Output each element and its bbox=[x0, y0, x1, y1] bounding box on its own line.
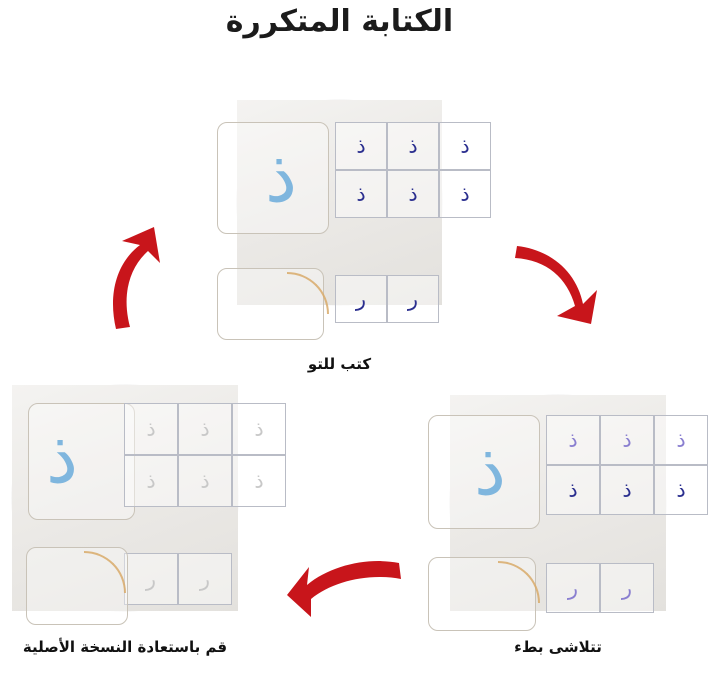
step-left-cell-4: ذ bbox=[124, 455, 178, 507]
step-top-cell-1: ذ bbox=[335, 122, 387, 170]
step-top-caption: كتب للتو bbox=[307, 355, 372, 373]
step-left-cellrow-2 bbox=[124, 455, 286, 507]
step-left-cell-1: ذ bbox=[124, 403, 178, 455]
step-top-cell-6: ذ bbox=[439, 170, 491, 218]
page-title: الكتابة المتكررة bbox=[225, 4, 454, 39]
step-left-image bbox=[12, 385, 264, 611]
step-right-cell-extra-2: ر bbox=[600, 563, 654, 613]
step-left-cell-extra-2: ر bbox=[178, 553, 232, 605]
step-left-caption: قم باستعادة النسخة الأصلية bbox=[22, 638, 228, 656]
step-left-cell-6: ذ bbox=[232, 455, 286, 507]
step-top-cell-4: ذ bbox=[335, 170, 387, 218]
step-right-cellrow-2 bbox=[546, 465, 708, 515]
step-right-sheet bbox=[450, 395, 686, 611]
step-left-sheet bbox=[12, 385, 264, 611]
step-top-cellrow-1 bbox=[335, 122, 491, 170]
step-top-cell-3: ذ bbox=[439, 122, 491, 170]
step-top-big-letter: ذ bbox=[265, 134, 298, 218]
step-left-cell-2: ذ bbox=[178, 403, 232, 455]
step-top-sheet bbox=[237, 100, 470, 311]
step-top-cellrow-3 bbox=[335, 275, 439, 323]
step-left-panel-big bbox=[28, 403, 135, 520]
step-right-big-letter: ذ bbox=[474, 427, 507, 511]
step-right-cell-6: ذ bbox=[654, 465, 708, 515]
step-right-cell-3: ذ bbox=[654, 415, 708, 465]
step-right-cell-5: ذ bbox=[600, 465, 654, 515]
step-top-cell-extra-1: ر bbox=[335, 275, 387, 323]
step-left-cellrow-1 bbox=[124, 403, 286, 455]
step-left-cellrow-3 bbox=[124, 553, 232, 605]
step-top-image bbox=[237, 100, 470, 311]
step-right-caption: تتلاشى بطء bbox=[514, 638, 602, 656]
step-right-cellrow-1 bbox=[546, 415, 708, 465]
step-top-cell-extra-2: ر bbox=[387, 275, 439, 323]
step-top-cell-5: ذ bbox=[387, 170, 439, 218]
step-top-cellrow-2 bbox=[335, 170, 491, 218]
arrow-left-icon bbox=[100, 225, 170, 335]
arrow-bottom-icon bbox=[285, 555, 405, 625]
step-left-cell-extra-1: ر bbox=[124, 553, 178, 605]
step-right-image bbox=[450, 395, 686, 611]
step-right-cell-1: ذ bbox=[546, 415, 600, 465]
arrow-top-right-icon bbox=[505, 232, 615, 342]
step-left-cell-3: ذ bbox=[232, 403, 286, 455]
step-top-cell-2: ذ bbox=[387, 122, 439, 170]
step-right-cellrow-3 bbox=[546, 563, 654, 613]
step-right-cell-4: ذ bbox=[546, 465, 600, 515]
step-right-cell-2: ذ bbox=[600, 415, 654, 465]
step-left-cell-5: ذ bbox=[178, 455, 232, 507]
step-left-big-letter: ذ bbox=[46, 415, 79, 499]
step-right-cell-extra-1: ر bbox=[546, 563, 600, 613]
